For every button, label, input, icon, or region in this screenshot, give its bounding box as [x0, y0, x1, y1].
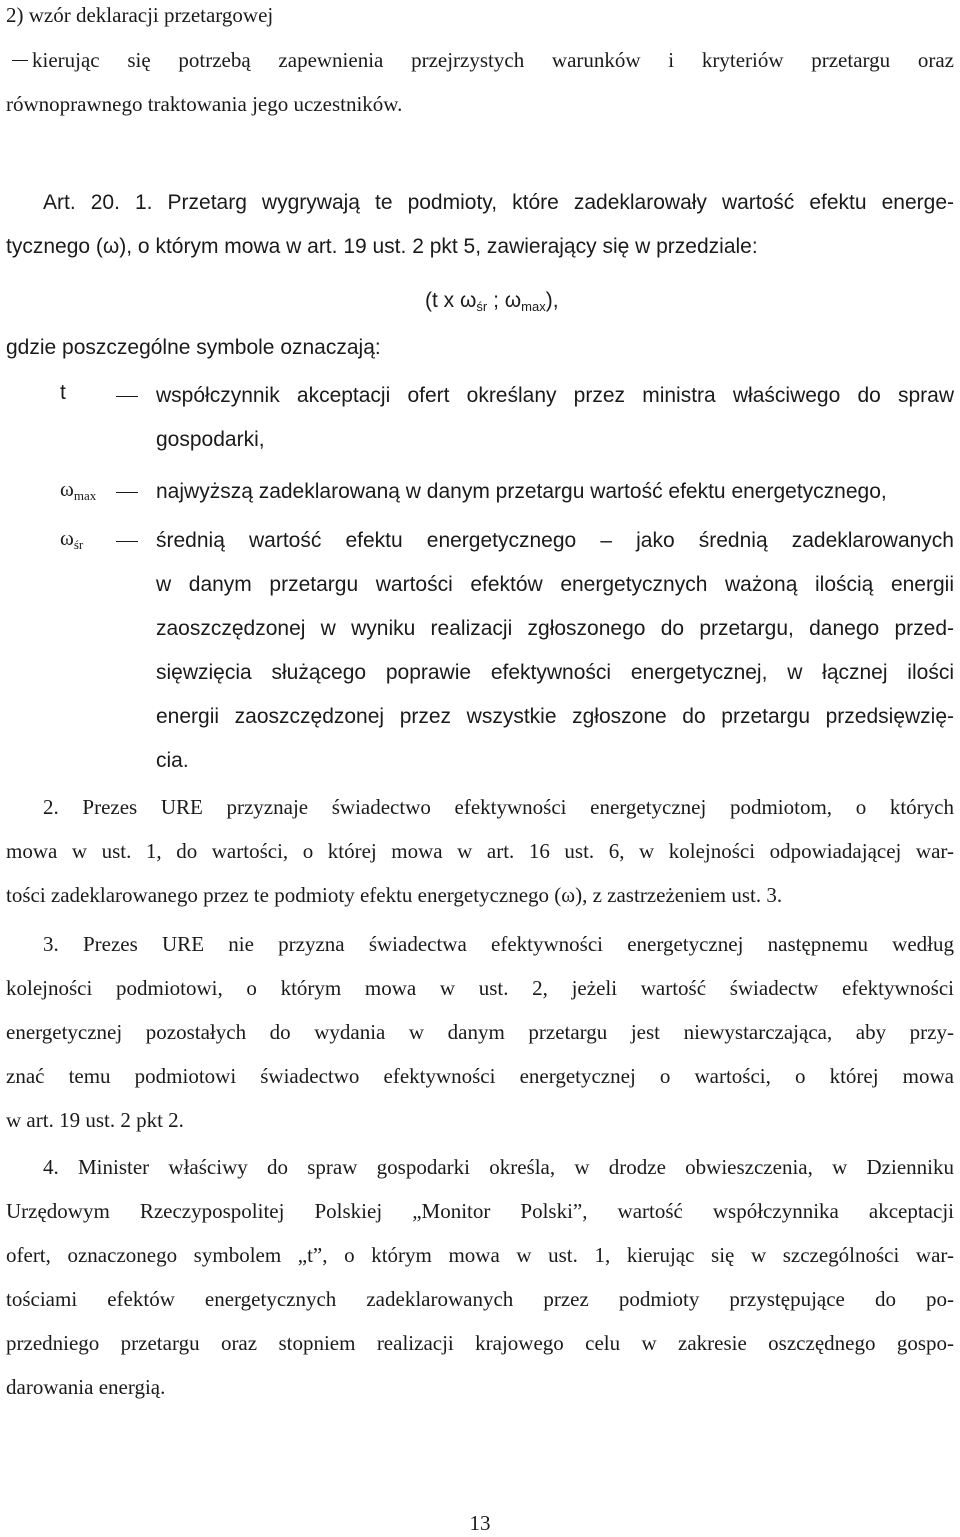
intro-line-1: kierując się potrzebą zapewnienia przejrzystych warunków i kryteriów przetargu oraz [6, 45, 954, 89]
paragraph-4: 4. Minister właściwy do spraw gospodarki określa, w drodze obwieszczenia, w Dzienniku Urzędowym Rzeczypospolitej Polskiej „Monitor Polski”, wartość współczynnika akceptacji ofert, oznaczonego symbolem „t”, o którym mowa w ust. 1, kierując się w szczególności war- tościami efektów energetycznych zadeklarowanych przez podmioty przystępujące do po- przedniego przetargu oraz stopniem realizacji krajowego celu w zakresie oszczędnego gospo- darowania energią. [6, 1155, 954, 1399]
symbol-t: t [60, 381, 66, 404]
dash-mark [12, 60, 28, 61]
definition-dash [116, 492, 138, 493]
article-20-intro [6, 188, 954, 276]
definition-dash [116, 541, 138, 542]
interval-formula: (t x $\omega_{śr}$ ; $\omega_{max}$), [425, 289, 559, 314]
list-item-2: 2) wzór deklaracji przetargowej [6, 3, 274, 27]
definition-t: współczynnik akceptacji ofert określany przez ministra właściwego do spraw gospodarki, [156, 384, 954, 451]
paragraph-3: 3. Prezes URE nie przyzna świadectwa efektywności energetycznej następnemu według kolejności podmiotowi, o którym mowa w ust. 2, jeżeli wartość świadectw efektywności energetycznej pozostałych do wydania w danym przetargu jest niewystarczająca, aby przy- znać temu podmiotowi świadectwo efektywności energetycznej o wartości, o której mowa w art. 19 ust. 2 pkt 2. [6, 932, 954, 1132]
intro-line-2: równoprawnego traktowania jego uczestników. [6, 92, 403, 116]
article-line-1: Art. 20. 1. Przetarg wygrywają te podmioty, które zadeklarowały wartość efektu energe- [43, 191, 954, 214]
symbols-intro: gdzie poszczególne symbole oznaczają: [6, 336, 381, 359]
intro-paragraph [6, 45, 954, 133]
paragraph-2: 2. Prezes URE przyznaje świadectwo efektywności energetycznej podmiotom, o których mowa w ust. 1, do wartości, o której mowa w art. 16 ust. 6, w kolejności odpowiadającej war- tości zadeklarowanego przez te podmioty efektu energetycznego (ω), z zastrzeżeniem ust. 3. [6, 795, 954, 907]
definition-omega-max: najwyższą zadeklarowaną w danym przetargu wartość efektu energetycznego, [156, 480, 887, 503]
symbol-omega-max: $\omega_{max}$ [60, 477, 97, 503]
definition-omega-sr: średnią wartość efektu energetycznego – jako średnią zadeklarowanych w danym przetargu wartości efektów energetycznych ważoną ilością energii zaoszczędzonej w wyniku realizacji zgłoszonego do przetargu, danego przed- sięwzięcia służącego poprawie efektywności energetycznej, w łącznej ilości energii zaoszczędzonej przez wszystkie zgłoszone do przetargu przedsięwzię- cia. [156, 529, 954, 772]
page-number: 13 [469, 1511, 491, 1535]
symbol-omega-sr: $\omega_{śr}$ [60, 526, 84, 552]
definition-dash [116, 396, 138, 397]
article-line-2: tycznego (ω), o którym mowa w art. 19 ust. 2 pkt 5, zawierający się w przedziale: [6, 235, 758, 258]
